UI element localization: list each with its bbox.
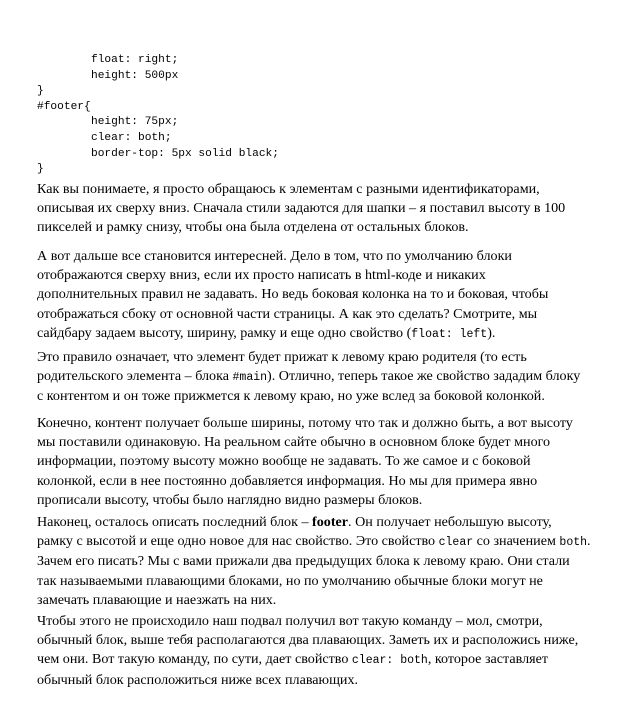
- paragraph-line: [37, 552, 587, 571]
- text-run: . Он получает небольшую высоту,: [348, 514, 552, 530]
- paragraph-line: [37, 631, 587, 650]
- text-run: замечать плавающие и наезжать на них.: [37, 591, 277, 608]
- paragraph-line: [37, 367, 587, 387]
- text-run: Зачем его писать? Мы с вами прижали два предыдущих блока к левому краю. Они стали: [37, 553, 570, 570]
- text-run: колонкой, если в нее постоянно добавляется информация. Но мы для примера явно: [37, 472, 538, 489]
- paragraph-line: [37, 218, 587, 237]
- paragraph-line: [37, 324, 587, 344]
- text-run: дополнительных правил не задавать. Но ведь боковая колонка на то и боковая, чтобы: [37, 286, 549, 303]
- text-run: отображаться сбоку от основной части страницы. А как это сделать? Смотрите, мы: [37, 305, 538, 322]
- text-run: Это правило означает, что элемент будет прижат к левому краю родителя (то есть: [37, 349, 527, 365]
- code-line: [37, 53, 279, 69]
- code-text: clear: both;: [91, 131, 172, 144]
- inline-code: clear: [438, 536, 474, 550]
- text-run: сайдбару задаем высоту, ширину, рамку и еще одно свойство (: [37, 324, 412, 341]
- paragraph-line: [37, 532, 591, 552]
- text-run: Наконец, осталось описать последний блок –: [37, 514, 313, 530]
- paragraph-line: [37, 433, 587, 452]
- paragraph-line: [37, 305, 587, 324]
- inline-code: both: [559, 536, 588, 550]
- paragraph-line: [37, 671, 587, 690]
- paragraph-line: [37, 612, 587, 631]
- text-run: Чтобы этого не происходило наш подвал получил вот такую команду – мол, смотри,: [37, 613, 543, 629]
- paragraph-clear-both: [37, 612, 587, 690]
- paragraph-line: [37, 199, 587, 218]
- code-line: [37, 84, 279, 100]
- inline-code: clear: both: [351, 654, 428, 668]
- text-run: рамку с высотой и еще одно новое для нас свойство. Это свойство: [37, 533, 439, 550]
- inline-code: #main: [232, 371, 268, 385]
- paragraph-line: [37, 591, 587, 610]
- text-run: информации, поэтому высоту можно вообще не задавать. То же самое и с боковой: [37, 453, 531, 470]
- paragraph-selectors-intro: [37, 180, 587, 238]
- paragraph-line: [37, 285, 587, 304]
- paragraph-line: [37, 266, 587, 285]
- code-line: [37, 115, 279, 131]
- code-line: [37, 131, 279, 147]
- code-text: height: 500px: [91, 69, 179, 82]
- text-run: описывая их сверху вниз. Сначала стили задаются для шапки – я поставил высоту в 100: [37, 200, 566, 217]
- text-run: ).: [487, 324, 496, 341]
- text-run: отображаются сверху вниз, если их просто написать в html-коде и никаких: [37, 267, 486, 284]
- text-run: Конечно, контент получает больше ширины, потому что так и должно быть, а вот высоту: [37, 415, 573, 431]
- paragraph-line: [37, 247, 587, 266]
- code-text: height: 75px;: [91, 116, 179, 129]
- paragraph-line: [37, 513, 587, 532]
- paragraph-line: [37, 348, 587, 367]
- code-text: float: right;: [91, 54, 179, 66]
- code-line: [37, 100, 279, 116]
- code-text: border-top: 5px solid black;: [91, 147, 279, 160]
- paragraph-line: [37, 452, 587, 471]
- code-text: }: [37, 163, 44, 176]
- paragraph-line: [37, 414, 587, 433]
- text-run: чем они. Вот такую команду, по сути, дает свойство: [37, 651, 352, 668]
- paragraph-line: [37, 472, 587, 491]
- text-run: пикселей и рамку снизу, чтобы она была отделена от остальных блоков.: [37, 219, 469, 236]
- text-run: с контентом и он тоже прижмется к левому краю, но уже вслед за боковой колонкой.: [37, 388, 545, 405]
- code-text: }: [37, 85, 44, 98]
- code-line: [37, 69, 279, 85]
- bold-term: footer: [312, 514, 349, 530]
- paragraph-line: [37, 491, 587, 510]
- text-run: А вот дальше все становится интересней. Дело в том, что по умолчанию блоки: [37, 248, 512, 264]
- text-run: со значением: [473, 533, 560, 550]
- paragraph-float-left: [37, 247, 587, 344]
- text-run: Как вы понимаете, я просто обращаюсь к элементам с разными идентификаторами,: [37, 181, 540, 197]
- code-line: [37, 147, 279, 163]
- text-run: обычный блок расположиться ниже всех плавающих.: [37, 671, 359, 688]
- text-run: так называемыми плавающими блоками, но по умолчанию обычные блоки могут не: [37, 572, 543, 589]
- paragraph-line: [37, 650, 587, 670]
- text-run: ). Отлично, теперь такое же свойство зададим блоку: [267, 368, 581, 385]
- text-run: прописали высоту, чтобы было наглядно видно размеры блоков.: [37, 491, 423, 508]
- paragraph-parent-main: [37, 348, 587, 407]
- code-line: [37, 162, 279, 178]
- text-run: родительского элемента – блока: [37, 368, 233, 385]
- text-run: мы поставили одинаковую. На реальном сайте обычно в основном блоке будет много: [37, 434, 551, 451]
- text-run: обычный блок, выше тебя располагаются два плавающих. Заметь их и расположись ниже,: [37, 632, 579, 649]
- paragraph-line: [37, 572, 587, 591]
- inline-code: float: left: [411, 327, 488, 341]
- paragraph-height: [37, 414, 587, 510]
- paragraph-footer: [37, 513, 591, 610]
- text-run: .: [587, 533, 591, 550]
- paragraph-line: [37, 180, 587, 199]
- paragraph-line: [37, 387, 587, 406]
- text-run: , которое заставляет: [427, 651, 549, 668]
- css-code-block: [37, 53, 279, 178]
- code-text: #footer{: [37, 100, 91, 113]
